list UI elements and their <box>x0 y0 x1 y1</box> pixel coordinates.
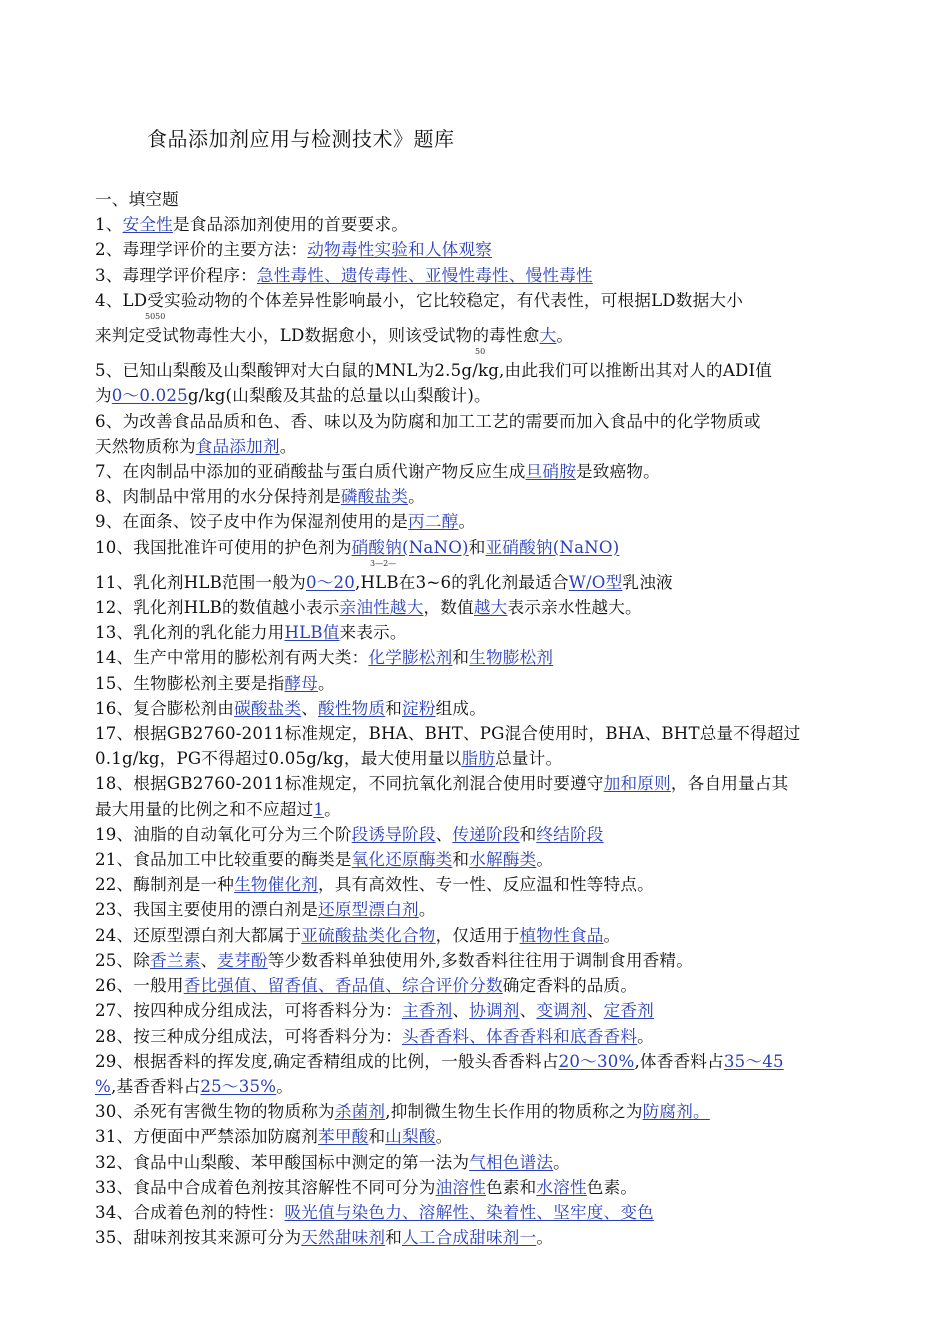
question-text: 和 <box>452 648 470 668</box>
answer-text: 水解酶类 <box>469 850 537 870</box>
answer-text: 定香剂 <box>603 1001 654 1021</box>
answer-text: W/O型 <box>568 572 623 592</box>
answer-text: 越大 <box>473 598 508 618</box>
question-line <box>95 948 865 973</box>
answer-text: 杀菌剂 <box>334 1102 386 1122</box>
answer-text: 35～45 <box>723 1051 784 1071</box>
answer-text: 天然甜味剂 <box>301 1228 386 1248</box>
question-text: 和 <box>368 1127 386 1147</box>
question-line <box>95 1175 865 1200</box>
question-text: 26、一般用 <box>95 976 184 996</box>
answer-text: 碳酸盐类 <box>234 698 302 718</box>
question-line <box>95 1099 865 1124</box>
question-text: 天然物质称为 <box>95 436 196 456</box>
question-line <box>95 771 865 796</box>
question-text: 。 <box>418 900 436 920</box>
answer-text: 0～20 <box>305 572 356 592</box>
question-text: ,体香香料占 <box>634 1051 724 1071</box>
question-line <box>95 721 865 746</box>
answer-text: 水溶性 <box>536 1177 587 1197</box>
question-line <box>95 645 865 670</box>
answer-text: 20～30% <box>558 1051 635 1071</box>
answer-text: 急性毒性、遗传毒性、亚慢性毒性、慢性毒性 <box>256 265 593 285</box>
question-text: 3、毒理学评价程序： <box>95 265 257 285</box>
answer-text: 酵母 <box>284 673 319 693</box>
question-text: 1、 <box>95 215 123 235</box>
document-page <box>95 125 865 1250</box>
question-text: 18、根据GB2760-2011标准规定，不同抗氧化剂混合使用时要遵守 <box>95 774 604 794</box>
question-line <box>95 872 865 897</box>
question-line <box>95 535 865 560</box>
answer-text: 终结阶段 <box>536 824 604 844</box>
answer-text: 主香剂 <box>402 1001 453 1021</box>
question-text: 色素。 <box>586 1177 638 1197</box>
question-text: ,抑制微生物生长作用的物质称之为 <box>385 1102 643 1122</box>
question-text: 。 <box>536 850 554 870</box>
answer-text: 淀粉 <box>402 698 436 718</box>
question-text: 、 <box>200 950 218 970</box>
document-title: 食品添加剂应用与检测技术》题库 <box>147 127 455 151</box>
question-line <box>95 459 865 484</box>
question-line <box>95 263 865 288</box>
answer-text: 化学膨松剂 <box>368 648 453 668</box>
question-line <box>95 973 865 998</box>
question-text: 和 <box>452 850 470 870</box>
question-text: 29、根据香料的挥发度,确定香精组成的比例，一般头香香料占 <box>95 1051 559 1071</box>
question-text: 。 <box>276 1076 294 1096</box>
question-line <box>95 897 865 922</box>
question-text: ，各自用量占其 <box>670 774 789 794</box>
question-line <box>95 1200 865 1225</box>
answer-text: 香兰素 <box>150 950 201 970</box>
question-text: 。 <box>279 436 297 456</box>
question-line <box>95 358 865 383</box>
subscript-row <box>95 313 865 323</box>
question-line <box>95 409 865 434</box>
question-text: 乳浊液 <box>622 572 673 592</box>
answer-text: 香比强值、留香值、香品值、综合评价分数 <box>183 976 503 996</box>
question-text: 22、酶制剂是一种 <box>95 875 235 895</box>
question-line <box>95 383 865 408</box>
question-text: 和 <box>385 1228 403 1248</box>
question-line <box>95 847 865 872</box>
question-line <box>95 1049 865 1074</box>
question-text: ,HLB在3~6的乳化剂最适合 <box>355 572 569 592</box>
answer-text: 苯甲酸 <box>318 1127 369 1147</box>
question-text: 7、在肉制品中添加的亚硝酸盐与蛋白质代谢产物反应生成 <box>95 462 526 482</box>
answer-text: 氧化还原酶类 <box>351 850 453 870</box>
answer-text: 吸光值与染色力、溶解性、染着性、坚牢度、变色 <box>284 1202 654 1222</box>
question-text: ，数值 <box>423 598 474 618</box>
answer-text: 麦芽酚 <box>217 950 268 970</box>
question-text: 2、毒理学评价的主要方法： <box>95 240 308 260</box>
answer-text: 加和原则 <box>603 774 671 794</box>
question-line <box>95 570 865 595</box>
question-text: 、 <box>435 824 453 844</box>
question-line <box>95 923 865 948</box>
question-line <box>95 1024 865 1049</box>
question-line <box>95 509 865 534</box>
question-text: 25、除 <box>95 950 151 970</box>
answer-text: 脂肪 <box>461 749 496 769</box>
question-line <box>95 595 865 620</box>
answer-text: 旦硝胺 <box>525 462 576 482</box>
question-line <box>95 434 865 459</box>
question-text: 。 <box>637 1026 654 1046</box>
answer-text: 亲油性越大 <box>339 598 424 618</box>
question-text: 10、我国批准许可使用的护色剂为 <box>95 537 352 557</box>
question-text: 34、合成着色剂的特性： <box>95 1202 285 1222</box>
question-text: ，仅适用于 <box>435 925 520 945</box>
answer-text: 安全性 <box>122 215 173 235</box>
question-text: 14、生产中常用的膨松剂有两大类： <box>95 648 369 668</box>
question-text: 21、食品加工中比较重要的酶类是 <box>95 850 352 870</box>
question-text: 33、食品中合成着色剂按其溶解性不同可分为 <box>95 1177 436 1197</box>
question-text: 4、LD受实验动物的个体差异性影响最小，它比较稳定，有代表性，可根据LD数据大小 <box>95 290 743 310</box>
question-list <box>95 212 865 1250</box>
question-text: 28、按三种成分组成法，可将香料分为： <box>95 1026 403 1046</box>
question-text: 。 <box>556 326 574 346</box>
question-text: 31、方便面中严禁添加防腐剂 <box>95 1127 319 1147</box>
answer-text: 山梨酸 <box>385 1127 436 1147</box>
question-text: 、 <box>519 1001 537 1021</box>
answer-text: 亚硝酸钠(NaNO) <box>485 537 620 557</box>
question-text: 和 <box>385 698 403 718</box>
answer-text: 1 <box>313 799 325 819</box>
question-text: 最大用量的比例之和不应超过 <box>95 799 314 819</box>
question-line <box>95 1124 865 1149</box>
question-line <box>95 323 865 348</box>
question-text: 15、生物膨松剂主要是指 <box>95 673 285 693</box>
question-text: 和 <box>519 824 537 844</box>
subscript-text: 3—2— <box>370 558 397 568</box>
question-text: 0.1g/kg，PG不得超过0.05g/kg，最大使用量以 <box>95 749 462 769</box>
subscript-text: 5050 <box>145 312 166 322</box>
question-text: 17、根据GB2760-2011标准规定，BHA、BHT、PG混合使用时，BHA、BHT总量不得超过 <box>95 724 801 744</box>
question-text: 总量计。 <box>495 749 563 769</box>
answer-text: 生物膨松剂 <box>469 648 554 668</box>
question-text: 。 <box>458 512 476 532</box>
subscript-row <box>95 348 865 358</box>
subscript-row <box>95 560 865 570</box>
question-text: 12、乳化剂HLB的数值越小表示 <box>95 598 340 618</box>
question-text: 8、肉制品中常用的水分保持剂是 <box>95 487 341 507</box>
answer-text: 变调剂 <box>536 1001 587 1021</box>
question-text: 。 <box>408 487 425 507</box>
answer-text: 酸性物质 <box>318 698 386 718</box>
question-text: 、 <box>452 1001 470 1021</box>
question-line <box>95 484 865 509</box>
question-text: 和 <box>468 537 486 557</box>
answer-text: 油溶性 <box>435 1177 486 1197</box>
question-text: 9、在面条、饺子皮中作为保湿剂使用的是 <box>95 512 409 532</box>
question-text: g/kg(山梨酸及其盐的总量以山梨酸计)。 <box>187 386 491 406</box>
answer-text: 动物毒性实验和人体观察 <box>307 240 493 260</box>
question-text: 来判定受试物毒性大小，LD数据愈小，则该受试物的毒性愈 <box>95 326 540 346</box>
answer-text: 植物性食品 <box>519 925 604 945</box>
question-text: 30、杀死有害微生物的物质称为 <box>95 1102 335 1122</box>
question-line <box>95 620 865 645</box>
answer-text: 大 <box>539 326 557 346</box>
question-text: 、 <box>586 1001 604 1021</box>
answer-text: 段诱导阶段 <box>351 824 436 844</box>
question-line <box>95 746 865 771</box>
answer-text: % <box>95 1076 111 1096</box>
answer-text: 硝酸钠(NaNO) <box>351 537 469 557</box>
question-text: 表示亲水性越大。 <box>507 598 642 618</box>
question-text: 23、我国主要使用的漂白剂是 <box>95 900 319 920</box>
answer-text: HLB值 <box>284 623 340 643</box>
answer-text: 人工合成甜味剂一 <box>402 1228 537 1248</box>
question-text: 等少数香料单独使用外,多数香料往往用于调制食用香精。 <box>267 950 694 970</box>
question-line <box>95 822 865 847</box>
question-text: 13、乳化剂的乳化能力用 <box>95 623 285 643</box>
question-text: 为 <box>95 386 112 406</box>
answer-text: 还原型漂白剂 <box>318 900 419 920</box>
question-text: 16、复合膨松剂由 <box>95 698 235 718</box>
question-text: 、 <box>301 698 319 718</box>
answer-text: 食品添加剂 <box>195 436 280 456</box>
subscript-text: 50 <box>475 347 486 357</box>
question-text: 11、乳化剂HLB范围一般为 <box>95 572 306 592</box>
section-heading: 一、填空题 <box>95 190 179 209</box>
question-text: ，具有高效性、专一性、反应温和性等特点。 <box>318 875 654 895</box>
question-text: 24、还原型漂白剂大都属于 <box>95 925 302 945</box>
question-line <box>95 671 865 696</box>
answer-text: 亚硫酸盐类化合物 <box>301 925 436 945</box>
question-text: 。 <box>603 925 621 945</box>
question-text: 确定香料的品质。 <box>502 976 638 996</box>
question-line <box>95 237 865 262</box>
answer-text: 头香香料、体香香料和底香香料 <box>402 1026 638 1046</box>
answer-text: 丙二醇 <box>408 512 459 532</box>
question-line <box>95 797 865 822</box>
answer-text: 生物催化剂 <box>234 875 319 895</box>
answer-text: 磷酸盐类 <box>340 487 409 507</box>
answer-text: 协调剂 <box>469 1001 520 1021</box>
question-line <box>95 696 865 721</box>
question-text: 32、食品中山梨酸、苯甲酸国标中测定的第一法为 <box>95 1152 470 1172</box>
answer-text: 防腐剂。 <box>642 1102 710 1122</box>
question-text: 是食品添加剂使用的首要要求。 <box>172 215 409 235</box>
question-text: 是致癌物。 <box>576 462 660 482</box>
answer-text: 0～0.025 <box>111 386 188 406</box>
question-text: 。 <box>553 1152 570 1172</box>
question-line <box>95 212 865 237</box>
answer-text: 气相色谱法 <box>469 1152 554 1172</box>
question-text: ,基香香料占 <box>110 1076 201 1096</box>
question-line <box>95 1074 865 1099</box>
question-line <box>95 288 865 313</box>
question-text: 6、为改善食品品质和色、香、味以及为防腐和加工工艺的需要而加入食品中的化学物质或 <box>95 411 761 431</box>
question-text: 19、油脂的自动氧化可分为三个阶 <box>95 824 352 844</box>
question-text: 5、已知山梨酸及山梨酸钾对大白鼠的MNL为2.5g/kg,由此我们可以推断出其对人的ADI值 <box>95 361 773 381</box>
question-line <box>95 1150 865 1175</box>
question-text: 组成。 <box>435 698 487 718</box>
answer-text: 25～35% <box>200 1076 277 1096</box>
question-text: 。 <box>536 1228 554 1248</box>
answer-text: 传递阶段 <box>452 824 520 844</box>
question-text: 。 <box>318 673 335 693</box>
question-line <box>95 1225 865 1250</box>
question-line <box>95 998 865 1023</box>
question-text: 27、按四种成分组成法，可将香料分为： <box>95 1001 403 1021</box>
question-text: 来表示。 <box>339 623 407 643</box>
question-text: 。 <box>435 1127 453 1147</box>
question-text: 色素和 <box>486 1177 537 1197</box>
question-text: 。 <box>324 799 341 819</box>
question-text: 35、甜味剂按其来源可分为 <box>95 1228 302 1248</box>
